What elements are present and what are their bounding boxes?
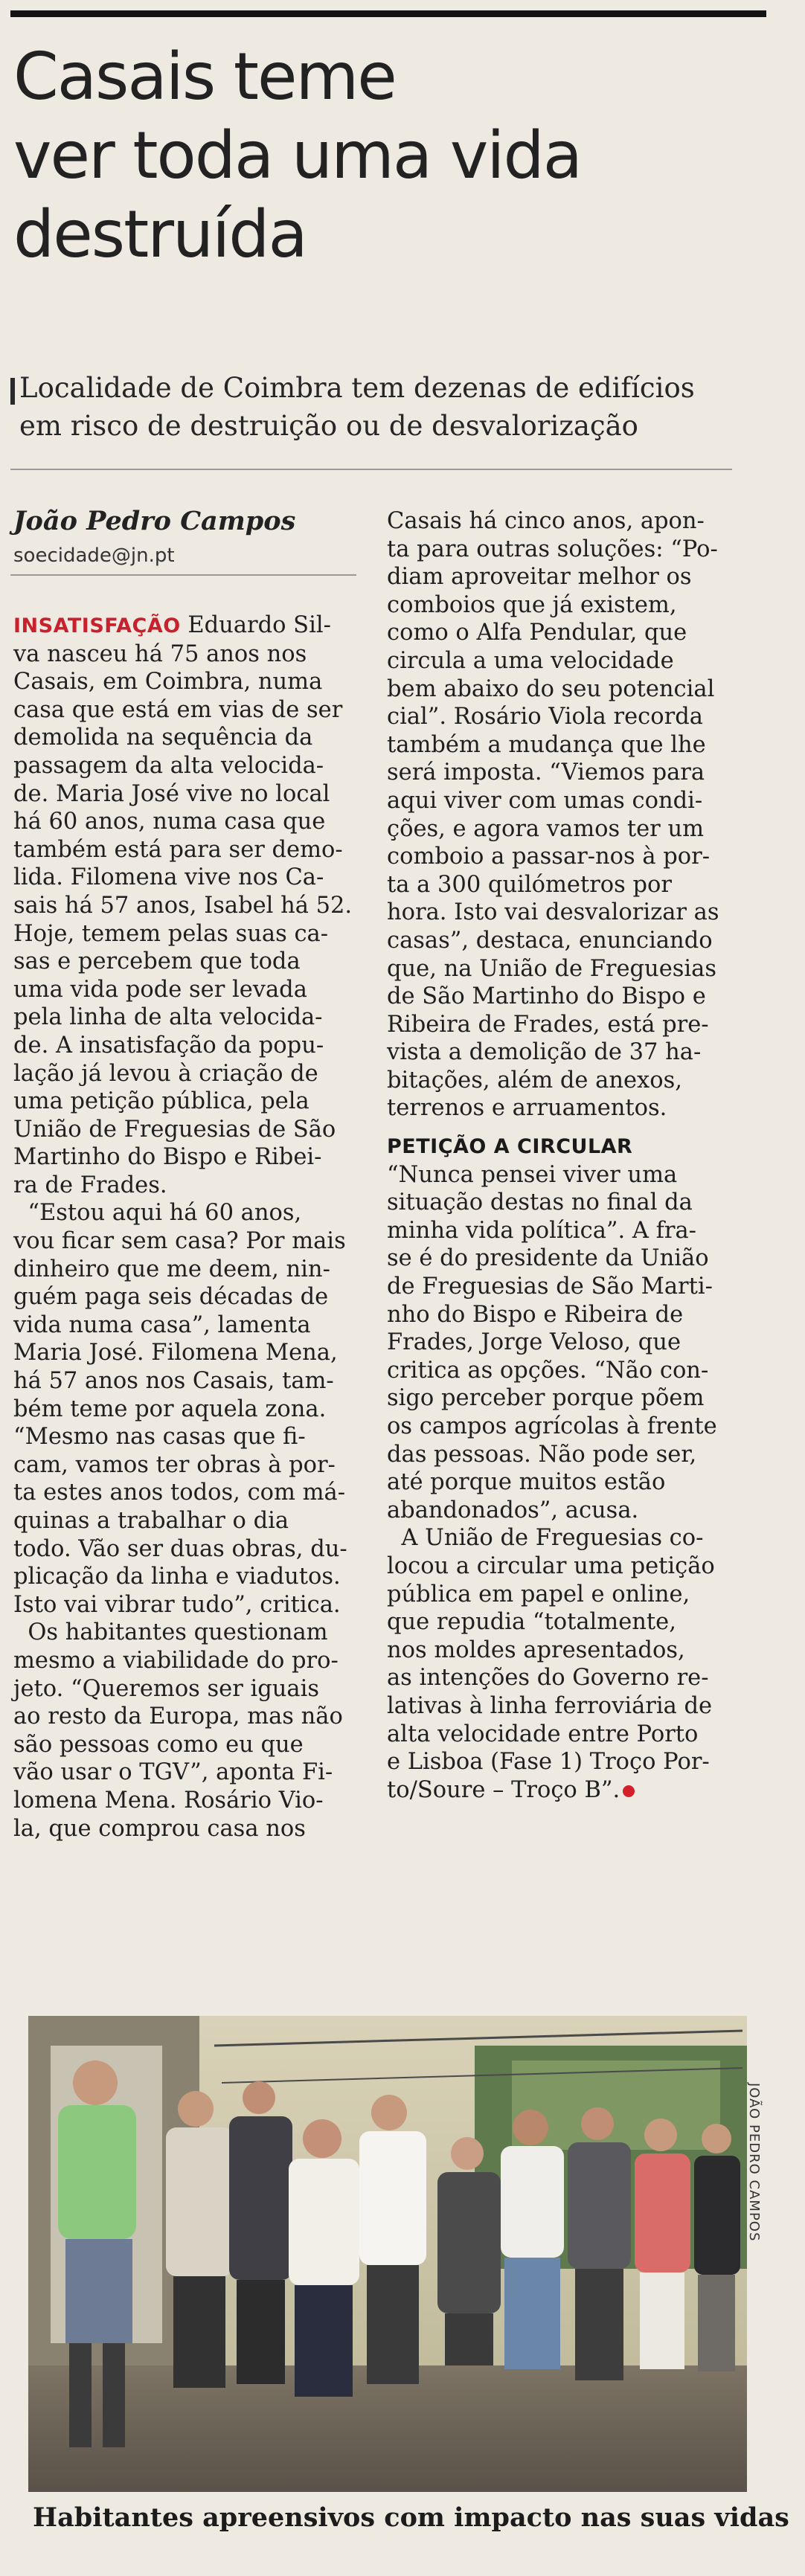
text-line: ta estes anos todos, com má- [13, 1480, 346, 1506]
text-line: alta velocidade entre Porto [387, 1721, 699, 1747]
text-fragment: Eduardo Sil- [180, 612, 331, 638]
group-photo [28, 2016, 747, 2492]
text-line: são pessoas como eu que [13, 1731, 304, 1758]
text-line: bem abaixo do seu potencial [387, 675, 715, 702]
text-line: “Nunca pensei viver uma [387, 1161, 678, 1188]
text-line: Os habitantes questionam [13, 1619, 328, 1646]
text-line: quinas a trabalhar o dia [13, 1508, 289, 1534]
text-line: la, que comprou casa nos [13, 1815, 306, 1842]
text-line: bitações, além de anexos, [387, 1067, 682, 1093]
text-line: Hoje, temem pelas suas ca- [13, 920, 329, 947]
headline-line: destruída [13, 196, 307, 272]
article-column-1 [13, 611, 363, 1843]
text-line: pública em papel e online, [387, 1581, 690, 1607]
text-line: sas e percebem que toda [13, 948, 301, 975]
text-line: demolida na sequência da [13, 725, 313, 751]
author-email: soecidade@jn.pt [13, 545, 175, 567]
text-line: de Freguesias de São Marti- [387, 1273, 713, 1300]
text-line: situação destas no final da [387, 1189, 693, 1216]
text-line: dinheiro que me deem, nin- [13, 1256, 330, 1282]
text-line: ta a 300 quilómetros por [387, 871, 672, 898]
text-line: todo. Vão ser duas obras, du- [13, 1535, 347, 1562]
text-line: será imposta. “Viemos para [387, 759, 705, 786]
byline-divider [10, 574, 356, 576]
text-line: vou ficar sem casa? Por mais [13, 1228, 346, 1255]
text-line: até porque muitos estão [387, 1469, 666, 1496]
text-line: “Mesmo nas casas que fi- [13, 1424, 306, 1451]
text-line: lida. Filomena vive nos Ca- [13, 864, 324, 891]
text-line: hora. Isto vai desvalorizar as [387, 899, 719, 926]
text-line [387, 1776, 744, 1805]
text-line: nho do Bispo e Ribeira de [387, 1301, 684, 1328]
text-line: ao resto da Europa, mas não [13, 1703, 343, 1730]
deck [19, 369, 756, 445]
text-line: União de Freguesias de São [13, 1116, 336, 1143]
headline [13, 37, 757, 274]
text-line: terrenos e arruamentos. [387, 1095, 667, 1122]
text-line: pela linha de alta velocida- [13, 1004, 323, 1031]
text-line: cial”. Rosário Viola recorda [387, 704, 703, 730]
text-line: lativas à linha ferroviária de [387, 1692, 713, 1719]
text-line: “Estou aqui há 60 anos, [13, 1200, 302, 1227]
text-line: uma petição pública, pela [13, 1088, 310, 1115]
photo-caption: Habitantes apreensivos com impacto nas suas vidas [33, 2502, 789, 2533]
deck-line: em risco de destruição ou de desvalorização [19, 410, 638, 442]
text-line: Casais há cinco anos, apon- [387, 508, 705, 534]
text-line: das pessoas. Não pode ser, [387, 1441, 697, 1468]
text-line: diam aproveitar melhor os [387, 564, 692, 591]
text-line: jeto. “Queremos ser iguais [13, 1675, 320, 1702]
text-line: de São Martinho do Bispo e [387, 983, 706, 1010]
text-line: que repudia “totalmente, [387, 1609, 676, 1636]
text-line: locou a circular uma petição [387, 1552, 715, 1579]
text-line: lomena Mena. Rosário Vio- [13, 1787, 324, 1814]
text-line: também está para ser demo- [13, 836, 343, 863]
text-line: comboio a passar-nos à por- [387, 844, 711, 870]
photo-credit [734, 2083, 778, 2306]
text-line: bém teme por aquela zona. [13, 1395, 327, 1422]
text-line: Maria José. Filomena Mena, [13, 1340, 338, 1366]
text-line: ções, e agora vamos ter um [387, 815, 705, 842]
text-line: sais há 57 anos, Isabel há 52. [13, 892, 353, 919]
headline-line: ver toda uma vida [13, 118, 582, 193]
section-subhead: PETIÇÃO A CIRCULAR [387, 1135, 633, 1159]
text-line: ta para outras soluções: “Po- [387, 536, 718, 562]
photo-credit-text: JOÃO PEDRO CAMPOS [746, 2083, 762, 2242]
text-line: Martinho do Bispo e Ribei- [13, 1144, 322, 1171]
text-line: os campos agrícolas à frente [387, 1413, 717, 1439]
text-line: guém paga seis décadas de [13, 1284, 329, 1311]
text-line: nos moldes apresentados, [387, 1637, 685, 1663]
text-line: há 57 anos nos Casais, tam- [13, 1368, 334, 1395]
text-line: comboios que já existem, [387, 591, 677, 618]
text-line: critica as opções. “Não con- [387, 1357, 709, 1384]
text-line: vão usar o TGV”, aponta Fi- [13, 1759, 333, 1786]
text-line: Isto vai vibrar tudo”, critica. [13, 1591, 341, 1618]
photo-illustration [28, 2016, 747, 2492]
deck-line: Localidade de Coimbra tem dezenas de edifícios [19, 372, 695, 404]
text-line: há 60 anos, numa casa que [13, 809, 326, 835]
author-byline: João Pedro Campos [13, 506, 296, 536]
text-line: casa que está em vias de ser [13, 696, 343, 723]
text-line: passagem da alta velocida- [13, 752, 324, 779]
text-line: ra de Frades. [13, 1172, 167, 1198]
text-line: vista a demolição de 37 ha- [387, 1039, 702, 1066]
text-line: as intenções do Governo re- [387, 1665, 709, 1692]
text-line: Frades, Jorge Veloso, que [387, 1329, 681, 1356]
text-line: mesmo a viabilidade do pro- [13, 1647, 339, 1674]
text-line: cam, vamos ter obras à por- [13, 1451, 336, 1478]
text-line: também a mudança que lhe [387, 731, 706, 758]
text-line: plicação da linha e viadutos. [13, 1564, 341, 1590]
kicker-label: INSATISFAÇÃO [13, 614, 181, 637]
text-line: minha vida política”. A fra- [387, 1217, 696, 1244]
text-line: casas”, destaca, enunciando [387, 927, 713, 954]
text-line: lação já levou à criação de [13, 1060, 318, 1087]
text-line: sigo perceber porque põem [387, 1385, 705, 1412]
text-line: de. A insatisfação da popu- [13, 1032, 324, 1059]
text-line: A União de Freguesias co- [387, 1525, 704, 1552]
text-fragment: to/Soure – Troço B”. [387, 1776, 620, 1803]
deck-marker [10, 378, 15, 405]
text-line: circula a uma velocidade [387, 647, 674, 674]
text-line: Casais, em Coimbra, numa [13, 669, 323, 696]
section-divider [10, 469, 732, 470]
text-line: de. Maria José vive no local [13, 780, 330, 807]
text-line: abandonados”, acusa. [387, 1497, 639, 1523]
end-of-article-dot-icon [623, 1785, 635, 1797]
text-line: como o Alfa Pendular, que [387, 620, 687, 646]
text-line [13, 611, 363, 640]
text-line: uma vida pode ser levada [13, 976, 307, 1003]
text-line: Ribeira de Frades, está pre- [387, 1011, 709, 1038]
text-line: se é do presidente da União [387, 1245, 709, 1272]
text-line: va nasceu há 75 anos nos [13, 640, 307, 667]
text-line: vida numa casa”, lamenta [13, 1311, 311, 1338]
article-column-2 [387, 507, 744, 1804]
text-line: que, na União de Freguesias [387, 955, 716, 982]
text-line: aqui viver com umas condi- [387, 787, 703, 814]
text-line: e Lisboa (Fase 1) Troço Por- [387, 1749, 710, 1776]
headline-line: Casais teme [13, 39, 396, 115]
top-rule [10, 10, 766, 17]
